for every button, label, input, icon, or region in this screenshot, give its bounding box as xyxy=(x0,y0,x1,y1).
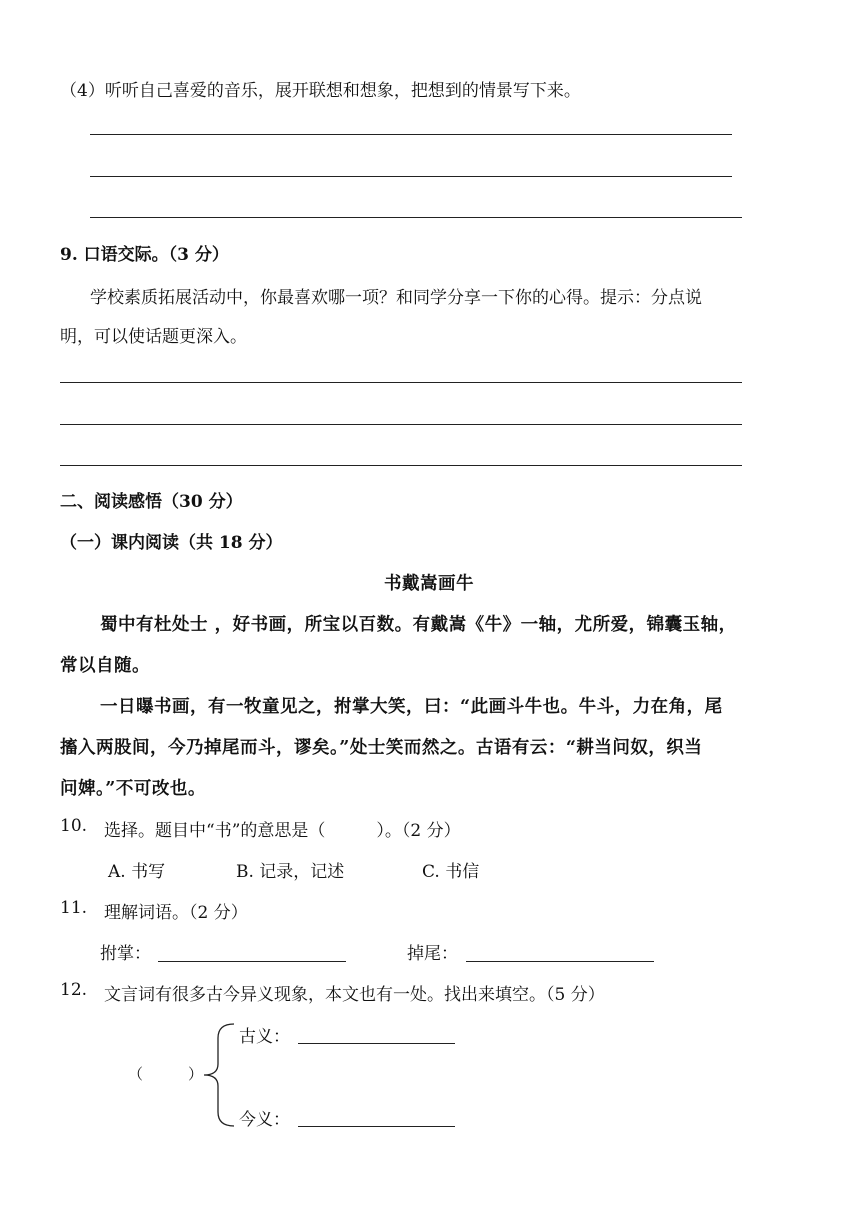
q11-word1-blank[interactable] xyxy=(158,961,346,962)
q10-option-c[interactable]: C. 书信 xyxy=(422,862,480,882)
answer-line[interactable] xyxy=(90,176,732,177)
q10-number: 10. xyxy=(60,816,88,836)
q9-body-line: 学校素质拓展活动中，你最喜欢哪一项？和同学分享一下你的心得。提示：分点说 xyxy=(90,288,702,308)
section-subheading: （一）课内阅读（共 18 分） xyxy=(60,533,283,553)
q11-number: 11. xyxy=(60,898,88,918)
passage-line: 蜀中有杜处士 ，好书画，所宝以百数。有戴嵩《牛》一轴，尤所爱，锦囊玉轴， xyxy=(100,615,737,635)
q8-4-prompt: （4）听听自己喜爱的音乐，展开联想和想象，把想到的情景写下来。 xyxy=(60,81,581,101)
q12-paren-blank[interactable]: （ ） xyxy=(128,1065,204,1083)
q12-number: 12. xyxy=(60,980,88,1000)
q12-modern-blank[interactable] xyxy=(298,1126,455,1127)
q10-option-b[interactable]: B. 记录，记述 xyxy=(236,862,345,882)
passage-line: 一日曝书画，有一牧童见之，拊掌大笑，曰：“此画斗牛也。牛斗，力在角，尾 xyxy=(100,697,723,717)
brace-icon xyxy=(200,1020,236,1130)
section-heading: 二、阅读感悟（30 分） xyxy=(60,492,243,512)
q11-word2-label: 掉尾： xyxy=(407,944,458,964)
answer-line[interactable] xyxy=(60,465,742,466)
answer-line[interactable] xyxy=(90,217,742,218)
answer-line[interactable] xyxy=(90,134,732,135)
q9-body-line: 明，可以使话题更深入。 xyxy=(60,327,247,347)
q12-ancient-label: 古义： xyxy=(239,1027,290,1047)
q10-text: 选择。题目中“书”的意思是（ ）。（2 分） xyxy=(104,821,461,841)
passage-line: 问婢。”不可改也。 xyxy=(60,779,206,799)
q11-text: 理解词语。（2 分） xyxy=(104,903,248,923)
passage-title: 书戴嵩画牛 xyxy=(384,574,474,594)
q11-word2-blank[interactable] xyxy=(466,961,654,962)
passage-line: 搐入两股间，今乃掉尾而斗，谬矣。”处士笑而然之。古语有云：“耕当问奴，织当 xyxy=(60,738,703,758)
q12-text: 文言词有很多古今异义现象，本文也有一处。找出来填空。（5 分） xyxy=(104,985,605,1005)
q10-option-a[interactable]: A. 书写 xyxy=(108,862,166,882)
q12-modern-label: 今义： xyxy=(239,1110,290,1130)
passage-line: 常以自随。 xyxy=(60,656,150,676)
q9-heading: 9. 口语交际。（3 分） xyxy=(60,245,229,265)
answer-line[interactable] xyxy=(60,424,742,425)
q11-word1-label: 拊掌： xyxy=(100,944,151,964)
q12-ancient-blank[interactable] xyxy=(298,1043,455,1044)
answer-line[interactable] xyxy=(60,382,742,383)
